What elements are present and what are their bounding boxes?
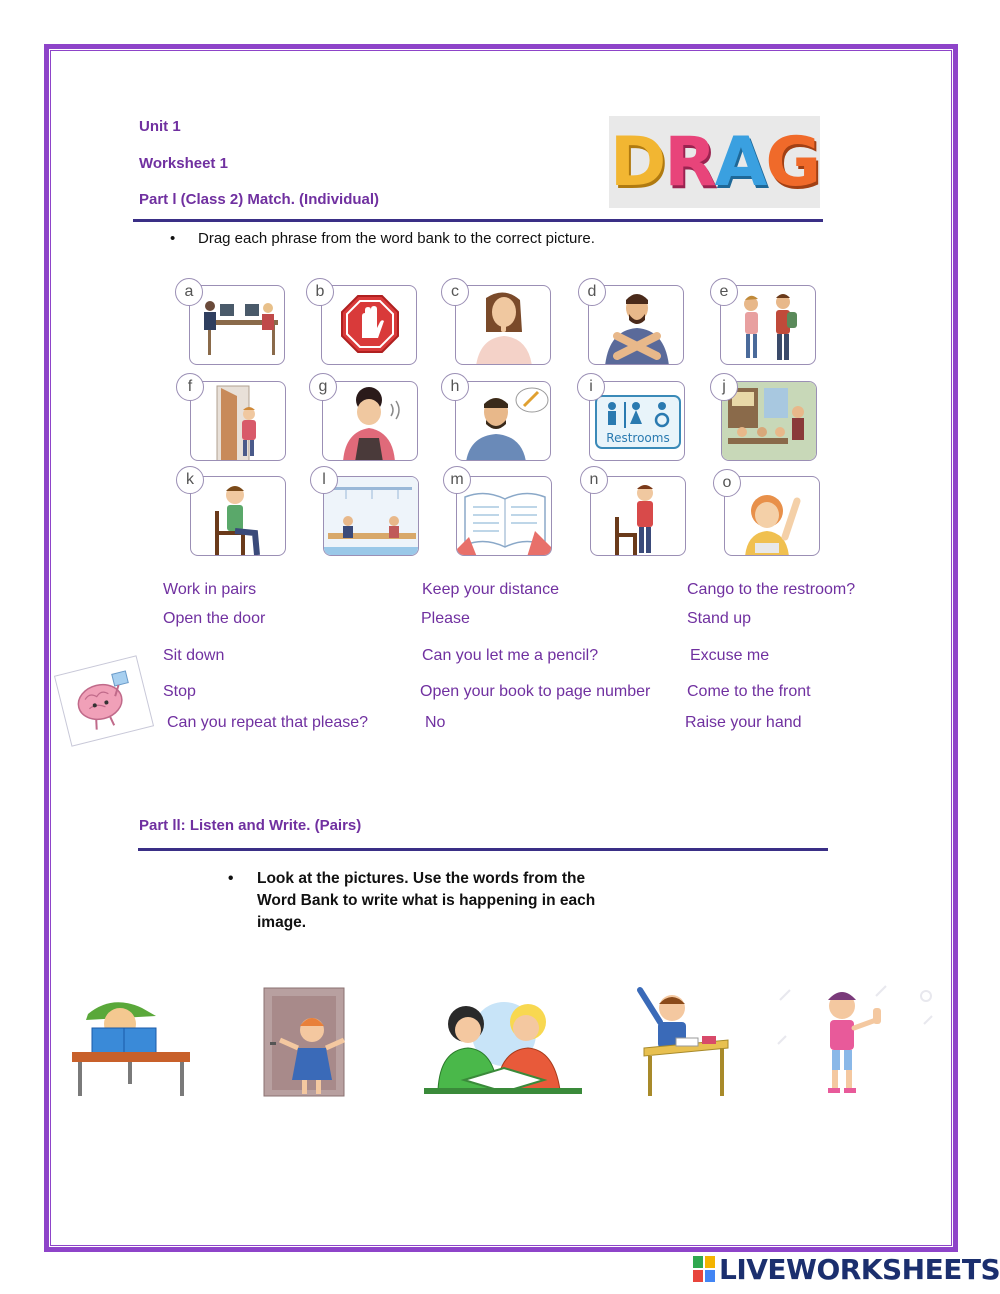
- phrase-open-the-door[interactable]: Open the door: [163, 610, 266, 627]
- restroom-sign-icon: [590, 382, 685, 461]
- phrase-repeat-please[interactable]: Can you repeat that please?: [167, 714, 369, 731]
- letter-badge-i: i: [577, 373, 605, 401]
- worksheet-label: Worksheet 1: [139, 155, 228, 172]
- logo-letter-r: R: [664, 122, 715, 202]
- brain-mascot-icon: [54, 655, 154, 747]
- letter-badge-n: n: [580, 466, 608, 494]
- picture-card-c[interactable]: [455, 285, 551, 365]
- logo-letter-g: G: [765, 122, 820, 202]
- picture-card-a[interactable]: [189, 285, 285, 365]
- phrase-stand-up[interactable]: Stand up: [687, 610, 752, 627]
- liveworksheets-logo-icon: [693, 1256, 715, 1282]
- picture-card-b[interactable]: [321, 285, 417, 365]
- boy-sitting-icon: [191, 477, 286, 556]
- part1-rule: [133, 219, 823, 222]
- girl-listening-icon: [323, 382, 418, 461]
- picture-card-h[interactable]: [455, 381, 551, 461]
- letter-badge-j: j: [710, 373, 738, 401]
- part1-title: Part l (Class 2) Match. (Individual): [139, 191, 380, 208]
- phrase-please[interactable]: Please: [421, 610, 470, 627]
- letter-badge-a: a: [175, 278, 203, 306]
- phrase-raise-your-hand[interactable]: Raise your hand: [685, 714, 802, 731]
- phrase-keep-your-distance[interactable]: Keep your distance: [422, 581, 559, 598]
- part1-instruction-text: Drag each phrase from the word bank to the correct picture.: [198, 230, 595, 247]
- phrase-come-to-the-front[interactable]: Come to the front: [687, 683, 811, 700]
- letter-badge-b: b: [306, 278, 334, 306]
- boy-refusing-image: [776, 984, 936, 1096]
- phrase-stop[interactable]: Stop: [163, 683, 196, 700]
- phrase-go-to-restroom[interactable]: Cango to the restroom?: [687, 581, 856, 598]
- letter-badge-f: f: [176, 373, 204, 401]
- logo-letter-d: D: [609, 122, 665, 202]
- picture-card-k[interactable]: [190, 476, 286, 556]
- girl-opening-door-image: [240, 986, 368, 1098]
- picture-card-m[interactable]: [456, 476, 552, 556]
- boy-reading-icon: [72, 994, 190, 1098]
- brain-mascot-image: [54, 655, 154, 747]
- boy-reading-at-desk-image: [72, 994, 190, 1098]
- letter-badge-h: h: [441, 373, 469, 401]
- phrase-excuse-me[interactable]: Excuse me: [690, 647, 770, 664]
- people-at-desk-icon: [190, 286, 285, 365]
- boy-desk-hand-icon: [636, 986, 732, 1100]
- part2-instruction-text: Look at the pictures. Use the words from the Word Bank to write what is happening in each image.: [257, 870, 596, 931]
- open-book-icon: [457, 477, 552, 556]
- letter-badge-g: g: [309, 373, 337, 401]
- part2-title: Part ll: Listen and Write. (Pairs): [139, 817, 362, 834]
- drag-logo: [609, 116, 820, 208]
- woman-shh-icon: [456, 286, 551, 365]
- unit-label: Unit 1: [139, 118, 181, 135]
- girl-at-door-icon: [191, 382, 286, 461]
- boy-raising-hand-at-desk-image: [636, 986, 732, 1100]
- logo-letter-a: A: [714, 122, 766, 202]
- man-pencil-icon: [456, 382, 551, 461]
- phrase-sit-down[interactable]: Sit down: [163, 647, 225, 664]
- boy-no-gesture-icon: [776, 984, 936, 1096]
- picture-card-f[interactable]: [190, 381, 286, 461]
- door-girl-icon: [240, 986, 368, 1098]
- picture-card-g[interactable]: [322, 381, 418, 461]
- kids-studying-together-image: [424, 994, 582, 1094]
- letter-badge-e: e: [710, 278, 738, 306]
- letter-badge-c: c: [441, 278, 469, 306]
- letter-badge-o: o: [713, 469, 741, 497]
- letter-badge-k: k: [176, 466, 204, 494]
- brand-name: LIVEWORKSHEETS: [719, 1252, 1000, 1286]
- part2-rule: [138, 848, 828, 851]
- restroom-sign-label: Restrooms: [606, 431, 670, 445]
- letter-badge-l: l: [310, 466, 338, 494]
- classroom-icon: [722, 382, 817, 461]
- phrase-work-in-pairs[interactable]: Work in pairs: [163, 581, 257, 598]
- phrase-no[interactable]: No: [425, 714, 446, 731]
- letter-badge-d: d: [578, 278, 606, 306]
- kids-studying-icon: [424, 994, 582, 1094]
- stop-sign-icon: [322, 286, 417, 365]
- phrase-lend-pencil[interactable]: Can you let me a pencil?: [422, 647, 599, 664]
- liveworksheets-brand[interactable]: [693, 1253, 1000, 1285]
- letter-badge-m: m: [443, 466, 471, 494]
- front-of-room-icon: [324, 477, 419, 556]
- boy-standing-up-icon: [591, 477, 686, 556]
- picture-card-l[interactable]: [323, 476, 419, 556]
- phrase-open-your-book[interactable]: Open your book to page number: [420, 683, 651, 700]
- part1-instruction: • Drag each phrase from the word bank to the correct picture.: [170, 230, 595, 247]
